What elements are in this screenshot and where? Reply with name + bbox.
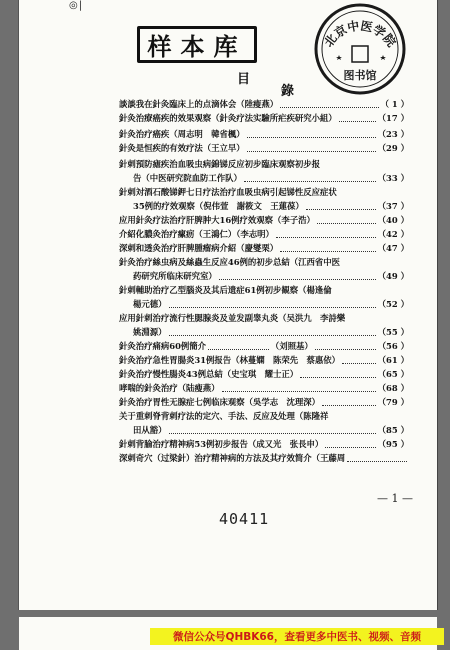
toc-entry-title: 介紹化膿灸治疗瘰疬（王鴻仁）（李志明） [119,229,274,239]
toc-entry-title: 針刺預防瘧疾治血吸虫病錦锑反应初步臨床观察初步报 [119,159,320,169]
toc-entry-page: （49 ） [377,271,409,281]
toc-entry-continuation: 35例的疗效观察（倪伟萱 謝筱文 王蓮葆） [133,201,304,211]
seal-text-top: 北京中医学院 [321,18,399,50]
toc-entry [119,283,409,311]
toc-entry-page: （29 ） [377,143,409,153]
toc-entry-page: （55 ） [377,327,409,337]
toc-entry [119,227,409,241]
library-seal-icon [311,0,409,98]
toc-entry-title: 針刺輔助治疗乙型腦炎及其后遗症61例初步観察（楊逢倫 [119,285,332,295]
toc-entry [119,255,409,283]
toc-entry-title: 針刺対酒石酸锑鉀七日疗法治疗血吸虫病引起锑性反应症状 [119,187,337,197]
toc-entry-page: （23 ） [377,129,409,139]
toc-entry-continuation: 告（中医研究院血防工作队） [133,173,242,183]
table-of-contents [119,97,409,465]
toc-entry-continuation: 姚淵源） [133,327,167,337]
toc-entry-title: 談談我在針灸臨床上的点滴体会（陸瘦燕） [119,99,279,109]
toc-entry-page: （61 ） [377,355,409,365]
toc-entry [119,127,409,141]
toc-entry-page: （47 ） [377,243,409,253]
toc-entry [119,97,409,111]
toc-entry [119,111,409,125]
toc-entry-page: （42 ） [377,229,409,239]
document-page [19,0,437,610]
toc-entry-title: 深刺奇穴（过梁針）治疗精神病的方法及其疗效简介（王藤周 [119,453,346,463]
toc-entry-continuation: 药研究所临床研究室） [133,271,217,281]
toc-entry-title: 針刺背腧治疗精神病53例初步报告（成又光 张長申） [119,439,324,449]
toc-entry-page: （17 ） [377,113,409,123]
toc-entry-page: （95 ） [377,439,409,449]
toc-entry-page: （68 ） [377,383,409,393]
toc-entry [119,381,409,395]
toc-entry-continuation: 田从豁） [133,425,167,435]
wechat-banner: 微信公众号QHBK66，查看更多中医书、视频、音频 [150,628,444,645]
toc-entry-title: 針灸治療癌疾的效果观察（針灸疗法实驗所疟疾研究小組） [119,113,337,123]
toc-entry [119,395,409,409]
toc-entry-page: （56 ） [377,341,410,351]
toc-entry-page: （85 ） [377,425,409,435]
toc-entry [119,409,409,437]
toc-entry-page: （40 ） [377,215,409,225]
toc-entry [119,141,409,155]
toc-entry-page: （33 ） [377,173,409,183]
toc-entry-page: （37 ） [377,201,409,211]
toc-entry-title: 应用針灸疗法治疗肝脾肿大16例疗效观察（李子浩） [119,215,315,225]
toc-entry [119,437,409,451]
toc-heading: 目 [237,72,251,87]
toc-entry-title: 应用針刺治疗流行性腮腺炎及並发副睾丸炎（吴洪九 李詩樂 [119,313,346,323]
toc-entry [119,353,409,367]
toc-entry-title: 針灸治疗胃性无腺症七例临床观察（吳学志 沈理深） [119,397,320,407]
toc-entry [119,213,409,227]
toc-entry-title: 針灸治疗癌疾（周志明 韓省楓） [119,129,245,139]
toc-heading-2: 錄 [281,84,295,99]
toc-entry [119,451,409,465]
toc-entry-title: 針灸治疗急性胃腸炎31例报告（林蔓嫻 陈荣先 蔡惠依） [119,355,341,365]
seal-text-bottom: 图书馆 [343,69,377,82]
toc-entry-page: （52 ） [377,299,409,309]
toc-entry-title: 針灸治疗慢性腸炎43例总結（史宝琪 耀士正） [119,369,299,379]
toc-entry-title: 哮喘的針灸治疗（陆瘦燕） [119,383,220,393]
corner-mark: ◎ | [69,0,82,11]
toc-entry [119,241,409,255]
toc-entry-author: （刘照基） [270,341,313,351]
toc-entry [119,367,409,381]
toc-entry-title: 針灸是恒疾的有效疗法（王立早） [119,143,245,153]
toc-entry-continuation: 楊元德） [133,299,167,309]
toc-entry [119,311,409,339]
toc-entry-title: 深刺和透灸治疗肝脾腫瘤病介紹（慶燮栗） [119,243,279,253]
toc-entry [119,157,409,185]
sample-library-stamp: 样本库 [137,26,257,63]
toc-entry [119,339,409,353]
toc-entry [119,185,409,213]
toc-entry-title: 关于重刺脊背刺疗法的定穴、手法、反应及处理（陈隆祥 [119,411,329,421]
page-number-mark: — 1 — [377,492,413,505]
toc-entry-page: （65 ） [377,369,409,379]
handwritten-catalog-number: 40411 [219,510,270,528]
toc-entry-title: 針灸治疗絲虫病及絲蟲生反应46例的初步总結（江西省中医 [119,257,341,267]
toc-entry-page: （79 ） [377,397,409,407]
toc-entry-page: （ 1 ） [380,99,409,109]
toc-entry-title: 針灸治疗痛病60例簡介 [119,341,207,351]
